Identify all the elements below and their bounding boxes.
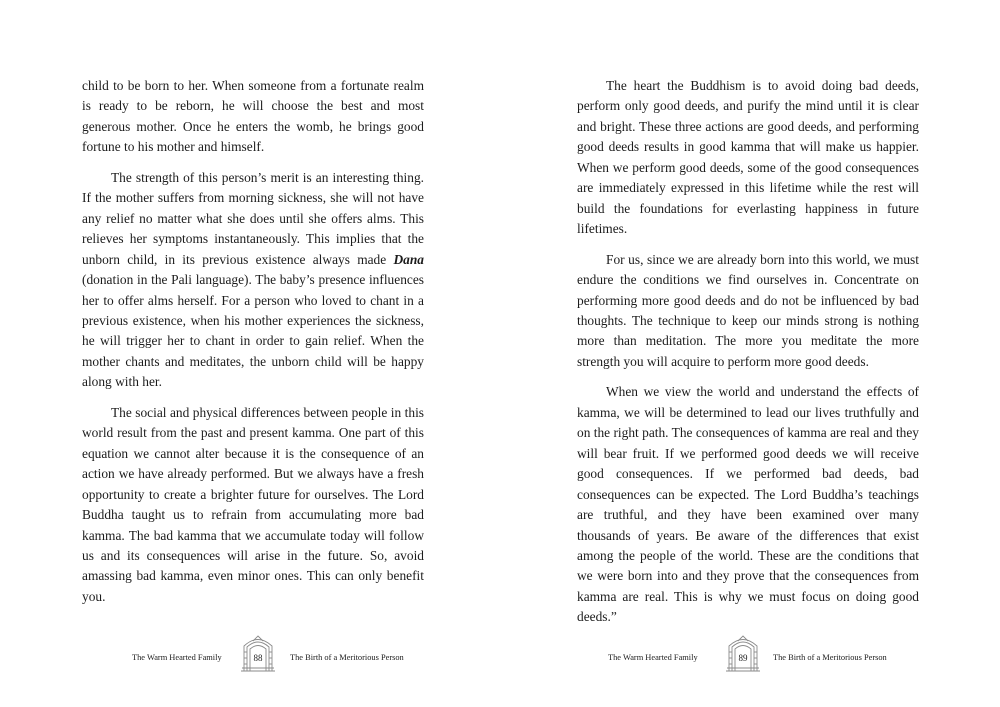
paragraph-text: child to be born to her. When someone from a fortunate realm is ready to be reborn, he will choose the best and most generous mother. Once he enters the womb, he brings good fortune to his mother and himself.: [82, 78, 424, 155]
paragraph: [577, 382, 919, 627]
temple-arch-icon: [724, 632, 762, 672]
paragraph-text: When we view the world and understand the effects of kamma, we will be determined to lead our lives truthfully and on the right path. The consequences of kamma are real and they will bear fruit. If we performed good deeds we will receive good consequences. If we performed bad deeds, bad consequences can be expected. The Lord Buddha’s teachings are truthful, and they have been examined over many thousands of years. Be aware of the differences that exist among the people of the world. These are the conditions that we were born into and they prove that the consequences from kamma are real. This is why we must focus on doing good deeds.”: [577, 384, 919, 625]
paragraph-text: For us, since we are already born into this world, we must endure the conditions we find ourselves in. Concentrate on performing more good deeds and do not be influenced by bad thoughts. The technique to keep our minds strong is nothing more than meditation. The more you meditate the more strength you will acquire to perform more good deeds.: [577, 251, 919, 369]
temple-arch-icon: [239, 632, 277, 672]
paragraph: [577, 76, 919, 240]
left-page-footer: [0, 630, 500, 672]
paragraph-text: (donation in the Pali language). The baby’s presence influences her to offer alms herself. For a person who loved to chant in a previous existence, when his mother experiences the sickness, he will trigger her to chant in order to gain relief. When the mother chants and meditates, the unborn child will be happy along with her.: [82, 272, 424, 390]
running-book-title: The Warm Hearted Family: [608, 653, 698, 662]
left-page-body: [82, 76, 424, 607]
paragraph-text: The strength of this person’s merit is an interesting thing. If the mother suffers from morning sickness, she will not have any relief no matter what she does until she offers alms. This relieves her symptoms instantaneously. This implies that the unborn child, in its previous existence always made: [82, 169, 424, 267]
right-page: [500, 0, 1000, 707]
page-number-frame: [239, 632, 277, 672]
paragraph: [82, 403, 424, 608]
running-chapter-title: The Birth of a Meritorious Person: [290, 653, 404, 662]
paragraph-text: The heart the Buddhism is to avoid doing bad deeds, perform only good deeds, and purify the mind until it is clear and bright. These three actions are good deeds, and performing good deeds results in good kamma that will make us happier. When we perform good deeds, some of the good consequences are immediately expressed in this lifetime while the rest will build the foundations for everlasting happiness in future lifetimes.: [577, 78, 919, 237]
paragraph: [82, 168, 424, 393]
page-number-frame: [724, 632, 762, 672]
running-chapter-title: The Birth of a Meritorious Person: [773, 653, 887, 662]
paragraph: [82, 76, 424, 158]
right-page-footer: [500, 630, 1000, 672]
running-book-title: The Warm Hearted Family: [132, 653, 222, 662]
right-page-body: [577, 76, 919, 628]
page-number: 88: [253, 653, 263, 663]
page-number: 89: [738, 653, 748, 663]
paragraph-text: The social and physical differences between people in this world result from the past and present kamma. One part of this equation we cannot alter because it is the consequence of an action we have already performed. But we always have a fresh opportunity to create a brighter future for ourselves. The Lord Buddha taught us to refrain from accumulating more bad kamma. The bad kamma that we accumulate today will follow us and its consequences will arise in the future. So, avoid amassing bad kamma, even minor ones. This can only benefit you.: [82, 404, 424, 604]
paragraph: [577, 250, 919, 373]
emphasis-dana: Dana: [393, 251, 424, 267]
